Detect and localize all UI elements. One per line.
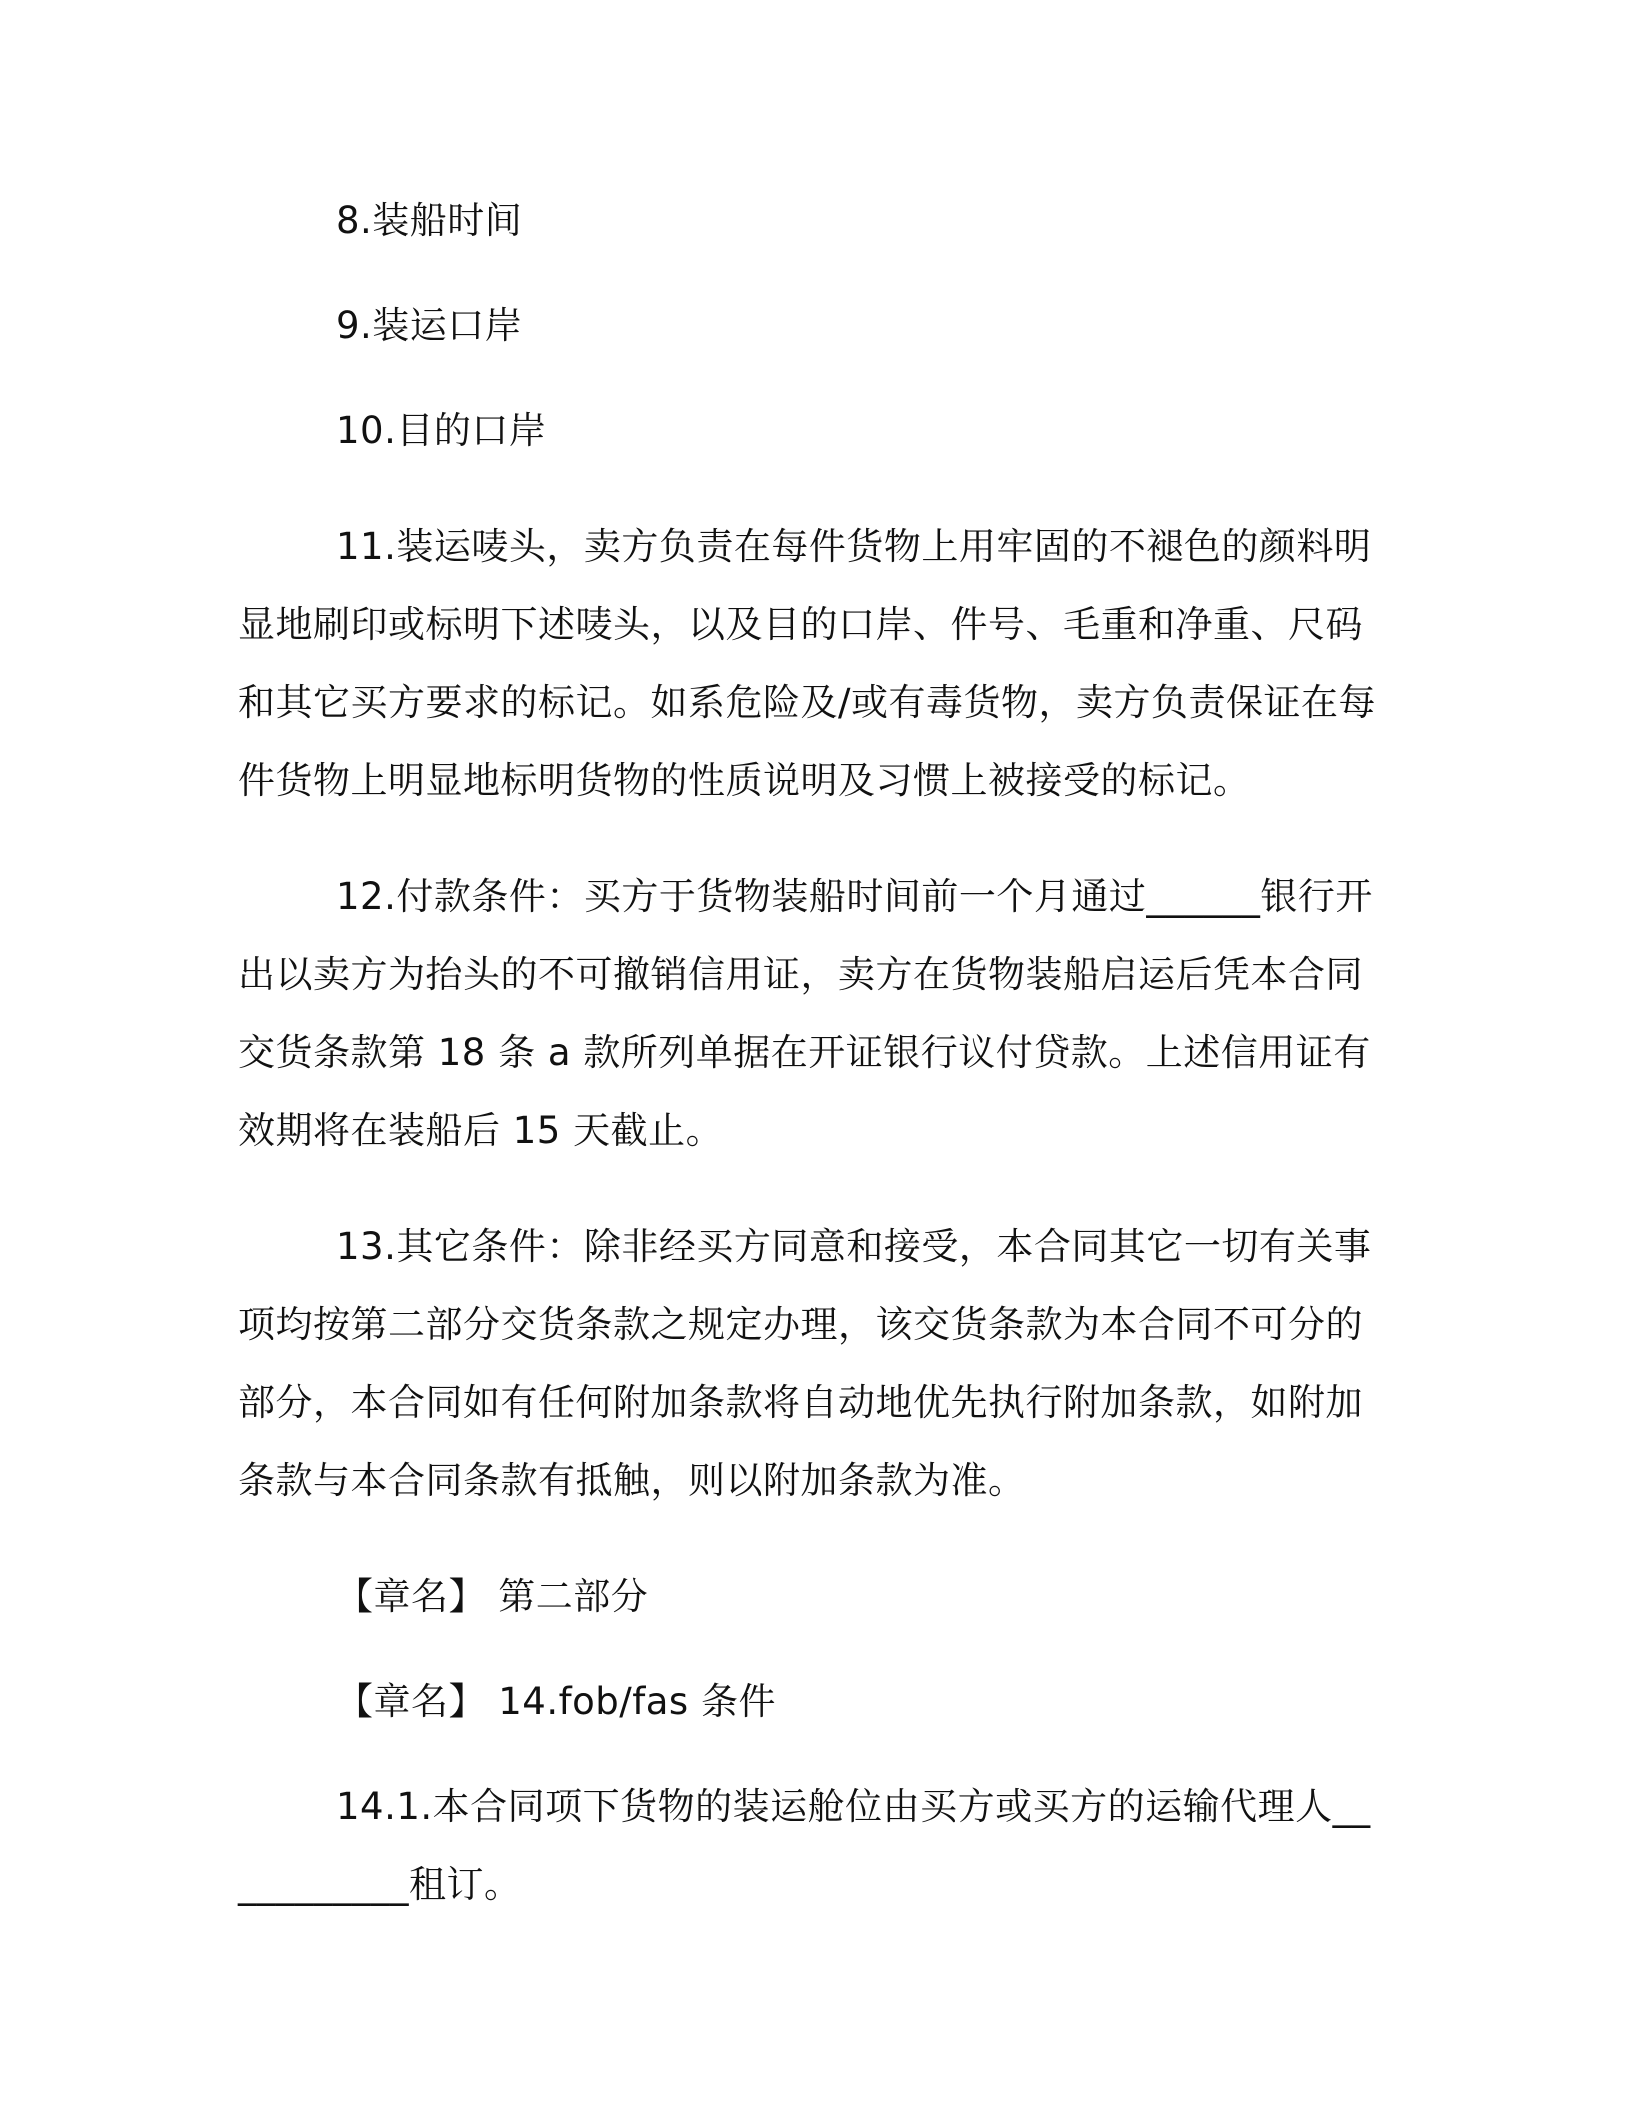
chapter-heading-fob-fas: 【章名】 14.fob/fas 条件 xyxy=(336,1680,776,1723)
item-13-other-conditions: 13.其它条件：除非经买方同意和接受，本合同其它一切有关事项均按第二部分交货条款之规定办理，该交货条款为本合同不可分的部分，本合同如有任何附加条款将自动地优先执行附加条款，如附加条款与本合同条款有抵触，则以附加条款为准。 xyxy=(238,1225,1372,1502)
chapter-heading-part-two: 【章名】 第二部分 xyxy=(336,1575,649,1618)
item-11-shipping-marks: 11.装运唛头，卖方负责在每件货物上用牢固的不褪色的颜料明显地刷印或标明下述唛头，以及目的口岸、件号、毛重和净重、尺码和其它买方要求的标记。如系危险及/或有毒货物，卖方负责保证在每件货物上明显地标明货物的性质说明及习惯上被接受的标记。 xyxy=(238,525,1376,802)
item-9-port-of-loading: 9.装运口岸 xyxy=(336,304,523,347)
item-10-port-of-destination: 10.目的口岸 xyxy=(336,409,547,452)
item-8-shipment-time: 8.装船时间 xyxy=(336,199,523,242)
document-body xyxy=(238,182,1384,1924)
item-12-payment-terms: 12.付款条件：买方于货物装船时间前一个月通过______银行开出以卖方为抬头的不可撤销信用证，卖方在货物装船启运后凭本合同交货条款第 18 条 a 款所列单据在开证银行议付贷款。上述信用证有效期将在装船后 15 天截止。 xyxy=(238,875,1373,1152)
item-14-1-shipping-space: 14.1.本合同项下货物的装运舱位由买方或买方的运输代理人___________租订。 xyxy=(238,1785,1371,1906)
